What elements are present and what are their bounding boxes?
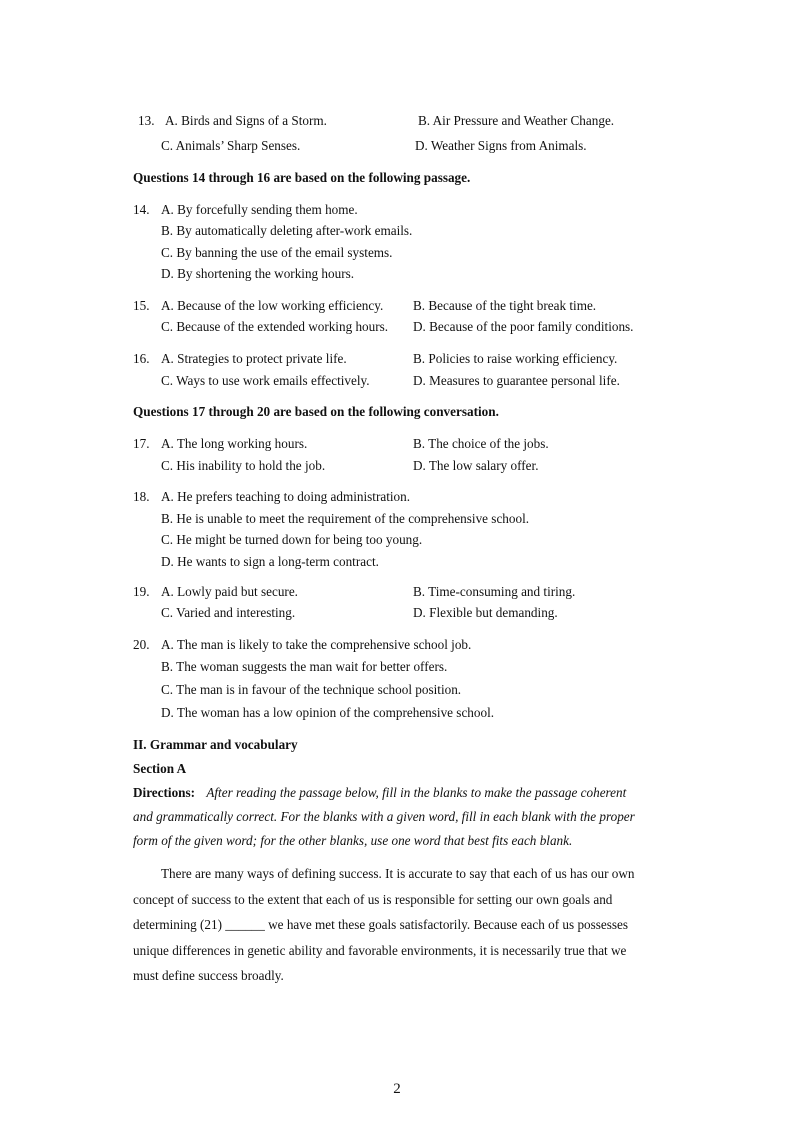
directions-label: Directions:: [133, 785, 196, 800]
question-15-option-a: A. Because of the low working efficiency.: [161, 298, 384, 313]
question-14-number: 14.: [133, 202, 150, 217]
question-15-number: 15.: [133, 298, 150, 313]
question-13-option-a: A. Birds and Signs of a Storm.: [165, 113, 327, 128]
question-19-option-a: A. Lowly paid but secure.: [161, 584, 298, 599]
question-20-option-d: D. The woman has a low opinion of the comprehensive school.: [161, 705, 495, 720]
question-14-option-c: C. By banning the use of the email systems.: [161, 245, 393, 260]
question-15-option-b: B. Because of the tight break time.: [413, 298, 597, 313]
directions-line-1: [133, 785, 626, 802]
question-17-option-b: B. The choice of the jobs.: [413, 436, 549, 451]
subsection-title: Section A: [133, 761, 187, 776]
question-14-option-b: B. By automatically deleting after-work emails.: [161, 223, 413, 238]
directions-text-2: and grammatically correct. For the blanks with a given word, fill in each blank with the proper: [133, 809, 635, 824]
question-20-option-b: B. The woman suggests the man wait for better offers.: [161, 659, 448, 674]
section-title: II. Grammar and vocabulary: [133, 737, 298, 752]
question-18-option-c: C. He might be turned down for being too young.: [161, 532, 423, 547]
passage-line-2: concept of success to the extent that each of us is responsible for setting our own goals and: [133, 892, 613, 907]
question-20-number: 20.: [133, 637, 150, 652]
question-18-option-b: B. He is unable to meet the requirement of the comprehensive school.: [161, 511, 530, 526]
page-number: 2: [393, 1081, 401, 1097]
question-16-number: 16.: [133, 351, 150, 366]
question-19-number: 19.: [133, 584, 150, 599]
passage-heading-17-20: Questions 17 through 20 are based on the following conversation.: [133, 404, 499, 419]
question-13-option-d: D. Weather Signs from Animals.: [415, 138, 587, 153]
passage-line-4: unique differences in genetic ability and favorable environments, it is necessarily true that we: [133, 943, 627, 958]
passage-line-3: determining (21) ______ we have met these goals satisfactorily. Because each of us possesses: [133, 917, 629, 932]
question-13-number: 13.: [138, 113, 155, 128]
question-15-option-c: C. Because of the extended working hours.: [161, 319, 389, 334]
question-13-option-c: C. Animals’ Sharp Senses.: [161, 138, 301, 153]
directions-text-1: After reading the passage below, fill in the blanks to make the passage coherent: [206, 785, 627, 800]
question-13-option-b: B. Air Pressure and Weather Change.: [418, 113, 615, 128]
question-18-number: 18.: [133, 489, 150, 504]
question-20-option-a: A. The man is likely to take the comprehensive school job.: [161, 637, 472, 652]
question-18-option-a: A. He prefers teaching to doing administration.: [161, 489, 411, 504]
question-14-option-d: D. By shortening the working hours.: [161, 266, 355, 281]
passage-line-1: There are many ways of defining success. It is accurate to say that each of us has our own: [161, 866, 635, 881]
question-16-option-b: B. Policies to raise working efficiency.: [413, 351, 618, 366]
question-19-option-c: C. Varied and interesting.: [161, 605, 296, 620]
question-14-option-a: A. By forcefully sending them home.: [161, 202, 358, 217]
question-17-option-d: D. The low salary offer.: [413, 458, 539, 473]
question-16-option-a: A. Strategies to protect private life.: [161, 351, 347, 366]
question-16-option-c: C. Ways to use work emails effectively.: [161, 373, 370, 388]
question-19-option-d: D. Flexible but demanding.: [413, 605, 558, 620]
directions-text-3: form of the given word; for the other blanks, use one word that best fits each blank.: [133, 833, 573, 848]
question-16-option-d: D. Measures to guarantee personal life.: [413, 373, 620, 388]
passage-heading-14-16: Questions 14 through 16 are based on the following passage.: [133, 170, 471, 185]
question-17-option-c: C. His inability to hold the job.: [161, 458, 326, 473]
question-18-option-d: D. He wants to sign a long-term contract.: [161, 554, 379, 569]
question-17-option-a: A. The long working hours.: [161, 436, 308, 451]
question-20-option-c: C. The man is in favour of the technique school position.: [161, 682, 462, 697]
question-17-number: 17.: [133, 436, 150, 451]
question-19-option-b: B. Time-consuming and tiring.: [413, 584, 576, 599]
passage-line-5: must define success broadly.: [133, 968, 284, 983]
question-15-option-d: D. Because of the poor family conditions.: [413, 319, 634, 334]
